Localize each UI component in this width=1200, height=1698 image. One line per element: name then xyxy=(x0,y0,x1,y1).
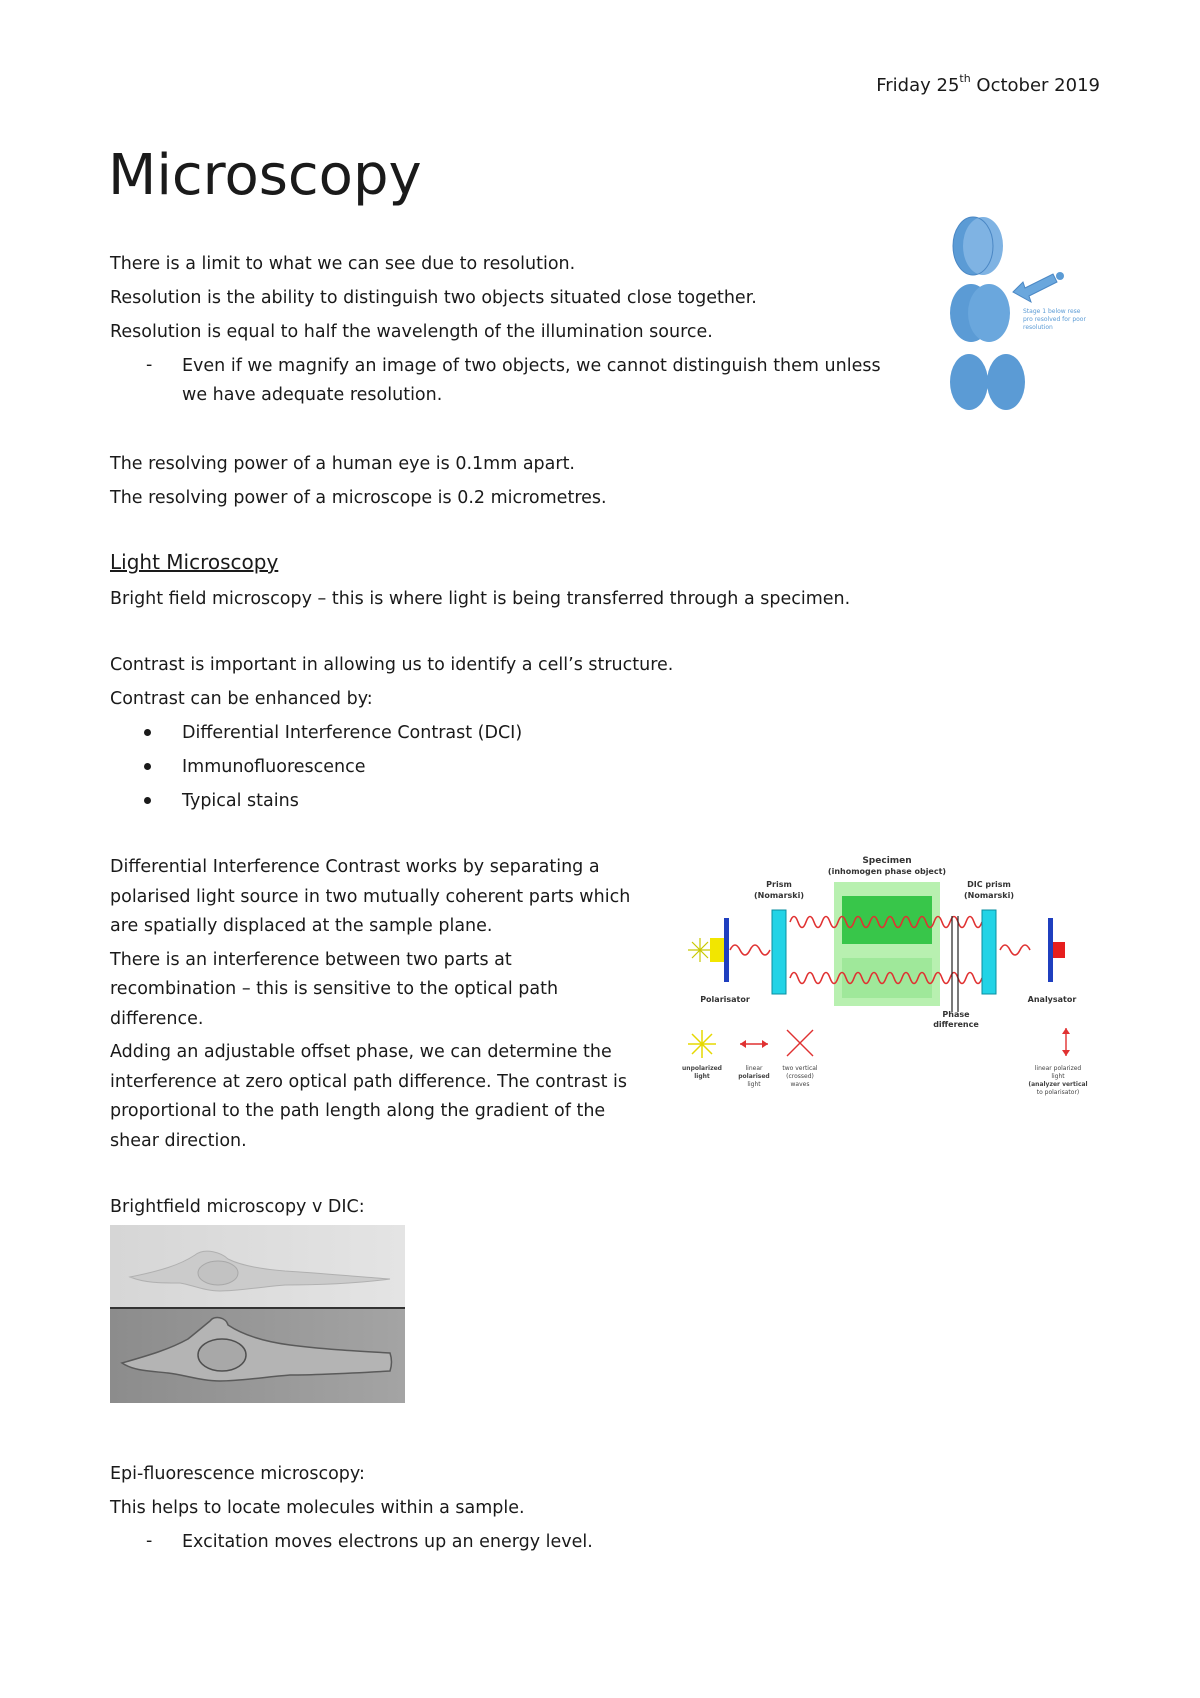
date-superscript: th xyxy=(959,72,971,85)
legend-perp-line-1: two vertical xyxy=(782,1065,818,1072)
analyzer-bar xyxy=(1048,918,1053,982)
disc-top-right xyxy=(963,217,1003,275)
right-prism-sublabel: (Nomarski) xyxy=(963,891,1015,900)
legend-perp-line-3: waves xyxy=(790,1081,810,1088)
bullet-dot xyxy=(144,797,151,804)
epi-line-1: This helps to locate molecules within a sample. xyxy=(110,1498,525,1518)
dic-paragraph xyxy=(110,853,670,1156)
incoming-wave xyxy=(730,945,770,955)
dic-line: polarised light source in two mutually coherent parts which xyxy=(110,886,631,907)
figure-caption-line-3: resolution xyxy=(1023,324,1053,331)
disc-bottom-right xyxy=(987,354,1025,410)
page-title: Microscopy xyxy=(108,143,422,208)
legend-linear-line-2: polarised xyxy=(738,1073,770,1080)
brightfield-nucleus xyxy=(198,1261,238,1285)
disc-bottom-left xyxy=(950,354,988,410)
comparison-label: Brightfield microscopy v DIC: xyxy=(110,1197,365,1217)
dic-line: interference at zero optical path difference. The contrast is xyxy=(110,1071,627,1092)
left-prism xyxy=(772,910,786,994)
bullet-dot xyxy=(144,729,151,736)
dic-line: shear direction. xyxy=(110,1130,247,1151)
bullet-item: Typical stains xyxy=(182,791,299,811)
bullet-item: Immunofluorescence xyxy=(182,757,366,777)
phase-sublabel: difference xyxy=(933,1020,979,1029)
legend-perp-line-2: (crossed) xyxy=(786,1073,814,1080)
phase-label: Phase xyxy=(942,1010,970,1019)
legend-right-line-2: light xyxy=(1051,1073,1065,1080)
analysator-label: Analysator xyxy=(1027,995,1077,1004)
epi-dash-marker: - xyxy=(146,1531,153,1551)
figure-caption-line-1: Stage 1 below rese xyxy=(1023,308,1081,315)
crossed-waves-icon xyxy=(787,1030,813,1056)
intro-dash-line-2: we have adequate resolution. xyxy=(182,385,443,405)
brightfield-vs-dic-image xyxy=(110,1225,405,1403)
linear-polarised-arrow-icon xyxy=(740,1040,768,1048)
figure-caption-line-2: pro resolved for poor xyxy=(1023,316,1086,323)
polarizer-bar xyxy=(724,918,729,982)
dic-line: There is an interference between two parts at xyxy=(110,949,512,970)
right-prism xyxy=(982,910,996,994)
contrast-line-2: Contrast can be enhanced by: xyxy=(110,689,373,709)
epi-heading: Epi-fluorescence microscopy: xyxy=(110,1464,365,1484)
polarisator-label: Polarisator xyxy=(700,995,750,1004)
unpolarized-light-icon xyxy=(688,1030,716,1058)
microscope-resolving-power: The resolving power of a microscope is 0.2 micrometres. xyxy=(110,488,607,508)
pointer-arrow-icon xyxy=(1013,274,1057,302)
resolution-discs-figure xyxy=(945,210,1105,415)
legend-unpolarized-line-1: unpolarized xyxy=(682,1065,722,1072)
brightfield-panel xyxy=(110,1225,405,1307)
small-dot xyxy=(1056,272,1064,280)
eye-resolving-power: The resolving power of a human eye is 0.1mm apart. xyxy=(110,454,575,474)
right-prism-label: DIC prism xyxy=(967,880,1011,889)
bright-field-line: Bright field microscopy – this is where light is being transferred through a specimen. xyxy=(110,589,851,609)
specimen-sublabel: (inhomogen phase object) xyxy=(827,867,947,876)
intro-dash-marker: - xyxy=(146,355,153,375)
left-prism-sublabel: (Nomarski) xyxy=(753,891,805,900)
outgoing-wave xyxy=(1000,945,1030,955)
epi-dash-line-1: Excitation moves electrons up an energy level. xyxy=(182,1532,593,1552)
dic-line: are spatially displaced at the sample plane. xyxy=(110,916,493,936)
panel-divider xyxy=(110,1307,405,1309)
bullet-dot xyxy=(144,763,151,770)
dic-line: recombination – this is sensitive to the optical path xyxy=(110,979,559,999)
dic-line: Adding an adjustable offset phase, we can determine the xyxy=(110,1042,612,1062)
legend-linear-line-1: linear xyxy=(745,1065,763,1072)
legend-right-line-4: to polarisator) xyxy=(1036,1089,1080,1096)
dic-nucleus xyxy=(198,1339,246,1371)
intro-line-1: There is a limit to what we can see due to resolution. xyxy=(110,254,576,274)
legend-linear-line-3: light xyxy=(747,1081,761,1088)
section-heading-light-microscopy: Light Microscopy xyxy=(110,550,279,574)
dic-line: proportional to the path length along the gradient of the xyxy=(110,1101,606,1121)
bullet-item: Differential Interference Contrast (DCI) xyxy=(182,723,523,743)
dic-line: Differential Interference Contrast works by separating a xyxy=(110,857,600,877)
specimen-label: Specimen xyxy=(862,856,912,866)
disc-mid-right xyxy=(968,284,1010,342)
intro-line-2: Resolution is the ability to distinguish two objects situated close together. xyxy=(110,288,757,308)
left-prism-label: Prism xyxy=(766,880,792,889)
legend-right-line-3: (analyzer vertical xyxy=(1028,1081,1088,1088)
legend-unpolarized-line-2: light xyxy=(694,1073,710,1080)
legend-right-line-1: linear polarized xyxy=(1034,1065,1082,1072)
analyzer-block xyxy=(1053,942,1065,958)
dic-line: difference. xyxy=(110,1008,204,1029)
source-block xyxy=(710,938,724,962)
date-prefix: Friday 25 xyxy=(876,75,960,96)
document-date xyxy=(876,74,1100,96)
contrast-line-1: Contrast is important in allowing us to identify a cell’s structure. xyxy=(110,655,674,675)
dic-optical-diagram xyxy=(680,850,1100,1110)
intro-line-3: Resolution is equal to half the wavelength of the illumination source. xyxy=(110,322,713,342)
intro-dash-line-1: Even if we magnify an image of two objects, we cannot distinguish them unless xyxy=(182,356,881,376)
vertical-polarised-arrow-icon xyxy=(1062,1028,1070,1056)
date-suffix: October 2019 xyxy=(970,75,1100,96)
light-source-icon xyxy=(688,938,712,962)
